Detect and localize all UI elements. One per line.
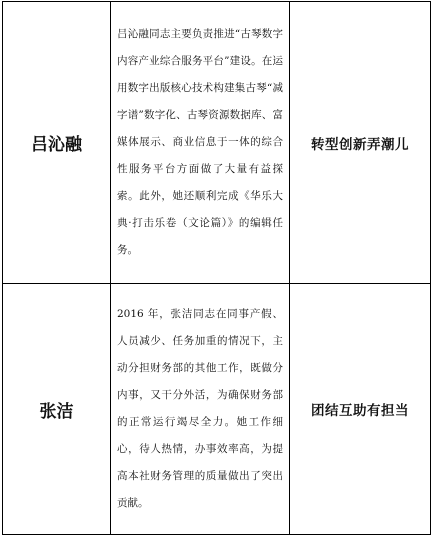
description-text: 吕沁融同志主要负责推进“古琴数字内容产业综合服务平台”建设。在运用数字出版核心技术构建集古琴“减字谱”数字化、古琴资源数据库、富媒体展示、商业信息于一体的综合性服务平台方面做了大量有益探索。此外，她还顺利完成《华乐大典·打击乐卷（文论篇）》的编辑任务。 (117, 28, 283, 256)
honor-table (2, 1, 431, 535)
person-description (111, 2, 290, 284)
person-description (111, 284, 290, 535)
honor-title: 团结互助有担当 (290, 284, 431, 535)
person-name: 张洁 (3, 284, 111, 535)
honor-title: 转型创新弄潮儿 (290, 2, 431, 284)
table-row (3, 2, 431, 284)
table-row (3, 284, 431, 535)
person-name: 吕沁融 (3, 2, 111, 284)
description-text: 2016 年，张洁同志在同事产假、人员减少、任务加重的情况下，主动分担财务部的其他工作，既做分内事，又干分外活，为确保财务部的正常运行竭尽全力。她工作细心，待人热情，办事效率高，为提高本社财务管理的质量做出了突出贡献。 (117, 308, 283, 509)
